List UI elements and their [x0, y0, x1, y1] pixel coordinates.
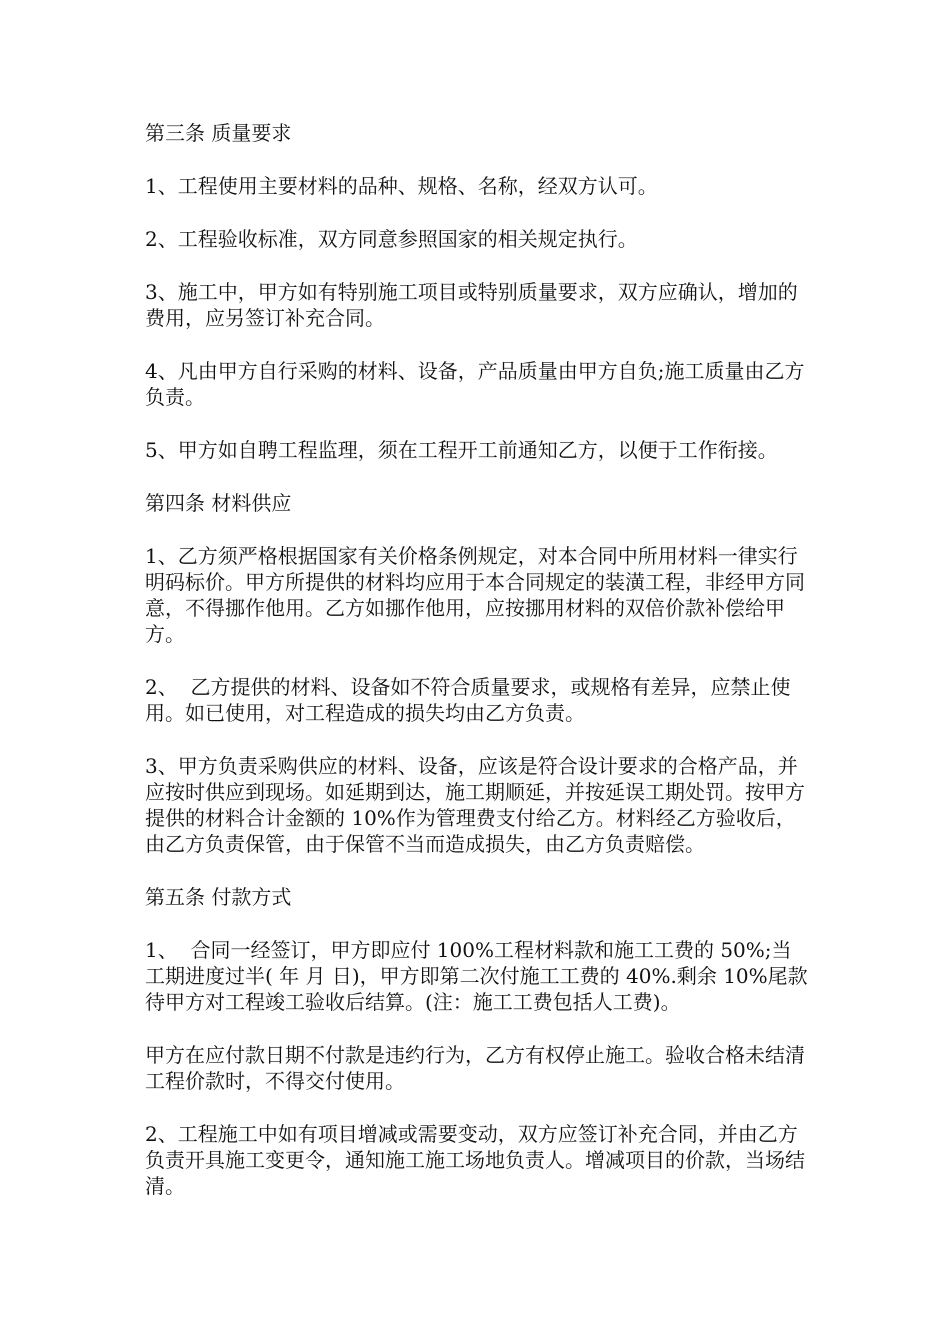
section-3-item-1: 1、工程使用主要材料的品种、规格、名称，经双方认可。	[145, 174, 658, 198]
section-3-item-4: 4、凡由甲方自行采购的材料、设备，产品质量由甲方自负;施工质量由乙方负责。	[145, 359, 805, 409]
section-5-item-1: 1、 合同一经签订，甲方即应付 100%工程材料款和施工工费的 50%;当工期进度过半( 年 月 日)，甲方即第二次付施工工费的 40%.剩余 10%尾款待甲方对工程竣工验收后结算。(注：施工工费包括人工费)。	[145, 938, 808, 1014]
section-5-paragraph-late-payment: 甲方在应付款日期不付款是违约行为，乙方有权停止施工。验收合格未结清工程价款时，不得交付使用。	[145, 1043, 805, 1093]
section-4-item-3: 3、甲方负责采购供应的材料、设备，应该是符合设计要求的合格产品，并应按时供应到现场。如延期到达，施工期顺延，并按延误工期处罚。按甲方提供的材料合计金额的 10%作为管理费支付给乙方。材料经乙方验收后，由乙方负责保管，由于保管不当而造成损失，由乙方负责赔偿。	[145, 754, 805, 856]
document-page	[145, 120, 810, 1226]
section-3-item-5: 5、甲方如自聘工程监理，须在工程开工前通知乙方，以便于工作衔接。	[145, 438, 778, 462]
section-3-item-2: 2、工程验收标准，双方同意参照国家的相关规定执行。	[145, 227, 638, 251]
section-3-heading: 第三条 质量要求	[145, 121, 292, 145]
section-5-item-2: 2、工程施工中如有项目增减或需要变动，双方应签订补充合同，并由乙方负责开具施工变更令，通知施工施工场地负责人。增减项目的价款，当场结清。	[145, 1122, 805, 1198]
section-4-heading: 第四条 材料供应	[145, 491, 292, 515]
section-3-item-3: 3、施工中，甲方如有特别施工项目或特别质量要求，双方应确认，增加的费用，应另签订补充合同。	[145, 280, 798, 330]
section-5-heading: 第五条 付款方式	[145, 885, 292, 909]
section-4-item-1: 1、乙方须严格根据国家有关价格条例规定，对本合同中所用材料一律实行明码标价。甲方所提供的材料均应用于本合同规定的装潢工程，非经甲方同意，不得挪作他用。乙方如挪作他用，应按挪用材料的双倍价款补偿给甲方。	[145, 544, 805, 646]
section-4-item-2: 2、 乙方提供的材料、设备如不符合质量要求，或规格有差异，应禁止使用。如已使用，对工程造成的损失均由乙方负责。	[145, 675, 791, 725]
